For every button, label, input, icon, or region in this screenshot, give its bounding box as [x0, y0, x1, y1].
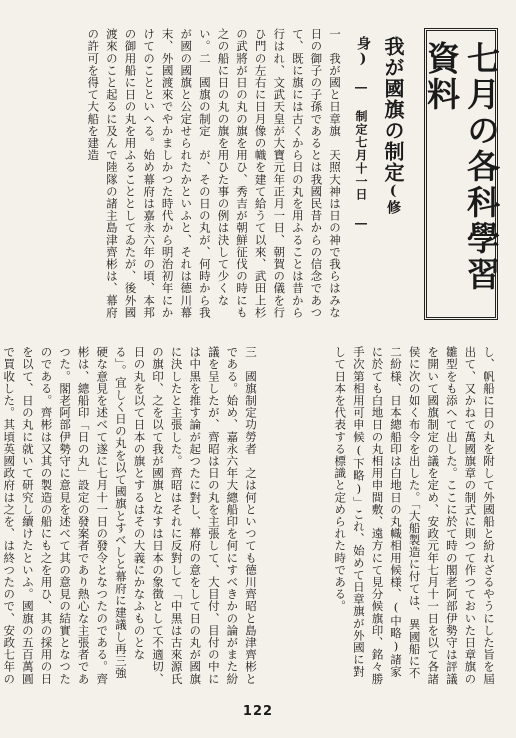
body-lower-right: し、帆船に日の丸を附して外國船と紛れざるやうにした旨を屆出て、又かねて萬國旗章の制式に則つて作つておいた日章旗の雛型をも添へて出した。ここに於て時の閣老阿部伊勢守は評議を開いて國旗制定の議を定め、安政元年七月十一日を以て各諸侯に次の如く布令を出した。「大船製造に付ては、異國船に不二紛様、日本總船印は白地日の丸幟相用候様、(中略)諸家に於ても白地日の丸相用申間敷、遠方にて見分候旗印、銘々勝手次第相用可申候(下略)」これ、始めて日章旗が外國に對して日本を代表する標識と定められた時である。: [333, 346, 496, 685]
body-lower-left: 三 國旗制定功勞者 之は何といつても德川齊昭と島津齊彬とである。始め、嘉永六年大總船印を何にすべきかの論がまた紛議を呈したが、齊昭は日の丸を主張して、大目付、目付の中には中黒を推す論が起つたに對し、幕府の意をして日の丸が國旗に決したと主張した。齊昭はそれに反對して「中黒は古來源氏の旗印、之を以て我が國旗となすは日本の象徴として不適切、日の丸を以て日本の旗とするはその大義にかなふものとなる」。宜しく日の丸を以て國旗とすべしと幕府に建議し再三強硬な意見を述べて遂に七月十一日の發令となつたのである。齊彬は、總船印「日の丸」設定の發案者であり熱心な主張者であつた。閣老阿部伊勢守に意見を述べて其の意見の結實となつたのである。齊彬は又其の製造の船にも之を用ひ、其の採用の日を以て、日の丸に就いて研究し續けたといふ。國旗の五百萬圓で買收した。其頃英國政府は之を、は終つたので、安政七年の: [2, 346, 258, 685]
body-upper-right: 一 我が國と日章旗 天照大神は日の神で我らはみな日の御子の子孫であるとは我國民昔からの信念であつて、既に旗には古くから日の丸を用ふることは昔から行はれ、文武天皇が大寶元年正月一日、朝賀の儀を行ひ門の左右に日月像の幟を建て給うて以來、武田上杉の武將が日の丸の旗を用ひ、秀吉が朝鮮征伐の時にも之の船に日の丸の旗を用ひた事の例は決して少くない。二 國旗の制定 が、その日の丸が、何時から我が國の國旗と公定せられたかといふと、それは德川幕末、外國渡來でやかましかつた時代から明治初年にかけてのことといへる。始め幕府は嘉永六年の頃、本邦の御用船に日の丸を用ふることとしてゐたが、後外國渡來のこと起るに及んで陸隊の諸主島津齊彬は、幕府の許可を得て大船を建造: [86, 28, 342, 319]
section-title-main: 我が國旗の制定: [381, 36, 405, 183]
page-number: 122: [242, 704, 274, 719]
section-subtitle: ― 制定七月十一日 ―: [354, 80, 368, 231]
header-title-box: [422, 28, 501, 320]
header-title: 七月の各科學習資料: [422, 41, 501, 293]
section-title-tag: (修身): [355, 36, 401, 215]
